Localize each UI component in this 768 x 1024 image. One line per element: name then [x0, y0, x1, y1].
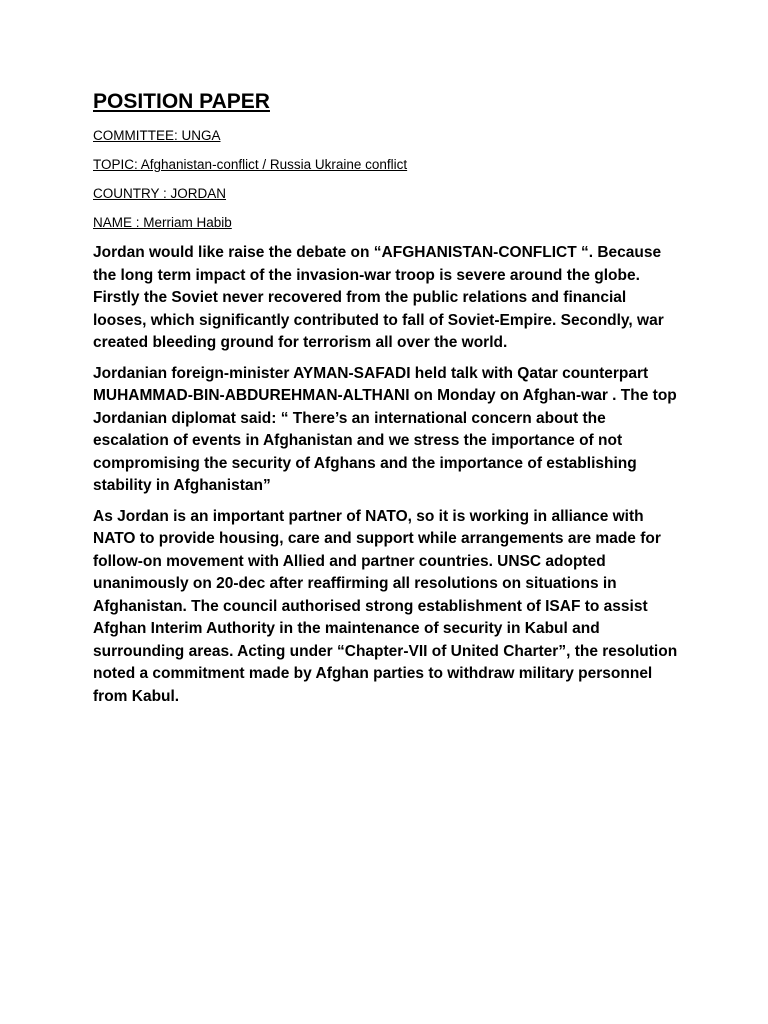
document-title: POSITION PAPER: [93, 90, 270, 113]
country-line: COUNTRY : JORDAN: [93, 186, 227, 201]
topic-line: TOPIC: Afghanistan-conflict / Russia Ukraine conflict: [93, 157, 408, 172]
paragraph-foreign-minister-talk: Jordanian foreign-minister AYMAN-SAFADI held talk with Qatar counterpart MUHAMMAD-BIN-ABDUREHMAN-ALTHANI on Monday on Afghan-war . The top Jordanian diplomat said: “ There’s an international concern about the escalation of events in Afghanistan and we stress the importance of not compromising the security of Afghans and the importance of establishing stability in Afghanistan”: [93, 364, 677, 494]
author-name-line: NAME : Merriam Habib: [93, 215, 232, 230]
paragraph-nato-alliance: As Jordan is an important partner of NATO, so it is working in alliance with NATO to provide housing, care and support while arrangements are made for follow-on movement with Allied and partner countries. UNSC adopted unanimously on 20-dec after reaffirming all resolutions on situations in Afghanistan. The council authorised strong establishment of ISAF to assist Afghan Interim Authority in the maintenance of security in Kabul and surrounding areas. Acting under “Chapter-VII of United Charter”, the resolution noted a commitment made by Afghan parties to withdraw military personnel from Kabul.: [93, 507, 678, 705]
committee-line: COMMITTEE: UNGA: [93, 128, 221, 143]
paragraph-afghanistan-debate: Jordan would like raise the debate on “AFGHANISTAN-CONFLICT “. Because the long term impact of the invasion-war troop is severe around the globe. Firstly the Soviet never recovered from the public relations and financial looses, which significantly contributed to fall of Soviet-Empire. Secondly, war created bleeding ground for terrorism all over the world.: [93, 244, 664, 351]
document-page: [93, 88, 683, 716]
